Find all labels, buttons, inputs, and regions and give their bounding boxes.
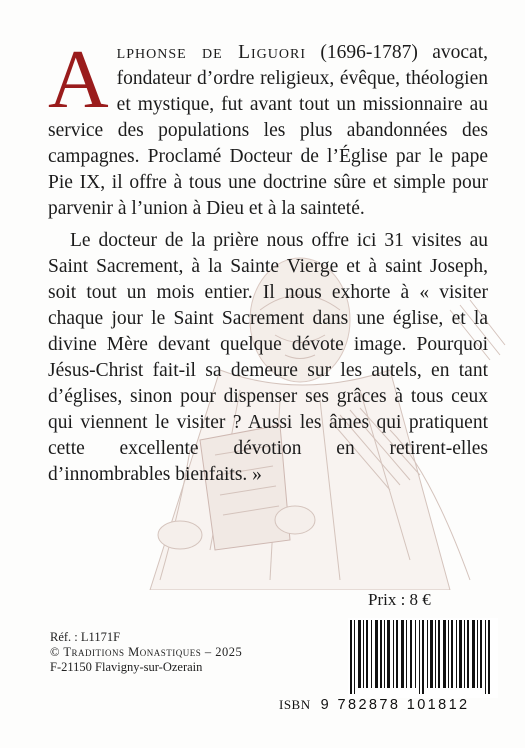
reference-code: Réf. : L1171F	[50, 630, 121, 644]
isbn-number: 9 782878 101812	[320, 697, 470, 713]
author-name: lphonse de Liguori	[116, 42, 306, 63]
description-text	[48, 33, 488, 488]
paragraph-intro	[48, 33, 488, 222]
isbn-label: ISBN	[279, 697, 311, 712]
publisher-address: F-21150 Flavigny-sur-Ozerain	[50, 660, 203, 674]
price-label: Prix : 8 €	[368, 590, 431, 609]
isbn-text	[279, 697, 470, 713]
isbn-barcode	[348, 618, 498, 698]
paragraph-visits: Le docteur de la prière nous offre ici 31 visites au Saint Sacrement, à la Sainte Vierge et à saint Joseph, soit tout un mois entier. Il nous exhorte à « visiter chaque jour le Saint Sacrement dans une église, et la divine Mère devant quelque dévote image. Pourquoi Jésus-Christ fait-il sa demeure sur les autels, en tant d’églises, sinon pour dispenser ses grâces à tous ceux qui viennent le visiter ? Aussi les âmes qui pratiquent cette excellente dévotion en retirent-elles d’innombrables bienfaits. »	[48, 230, 488, 485]
drop-cap-letter: A	[48, 33, 109, 126]
publisher-imprint	[50, 630, 242, 675]
copyright-line: © Traditions Monastiques – 2025	[50, 645, 243, 659]
paragraph-intro-text: (1696-1787) avocat, fondateur d’ordre religieux, évêque, théologien et mystique, fut avant tout un missionnaire au service des populations les plus abandonnées des campagnes. Proclamé Docteur de l’Église par le pape Pie IX, il offre à tous une doctrine sûre et simple pour parvenir à l’union à Dieu et à la sainteté.	[48, 42, 488, 219]
